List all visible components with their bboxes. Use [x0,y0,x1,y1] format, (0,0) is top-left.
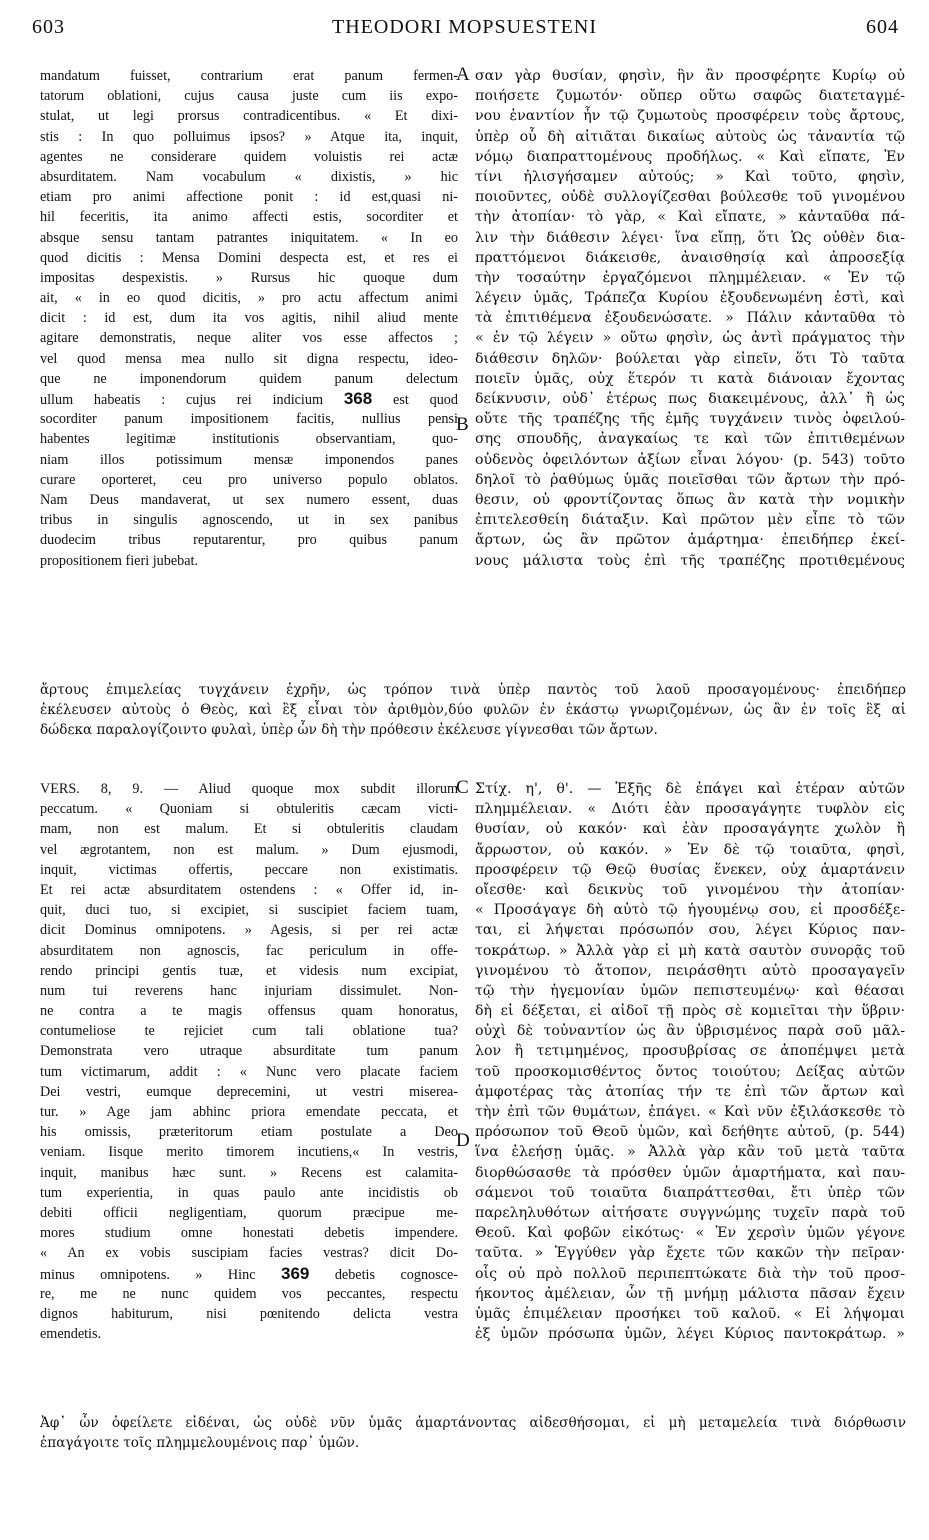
text-line: mores studium omne honestati debetis impendere. [40,1225,458,1242]
text-line: λέγειν ὑμᾶς, Τράπεζα Κυρίου ἐξουδενωμένη ἐστὶ, καὶ [475,290,905,307]
text-line: tum experientia, in quas paulo ante incidistis ob [40,1184,458,1201]
column-number: 369 [280,1263,310,1283]
text-line: θυσίαν, οὐ κακόν· καὶ ἐὰν προσαγάγητε χωλὸν ἢ [475,821,905,838]
text-line: νόμῳ διαπραττομένους προδήλως. « Καὶ εἴπατε, Ἐν [475,148,905,165]
text-line: ὑπὲρ οὗ δὴ αἰτιᾶται δικαίως αὐτοὺς ὡς τἀναντία τῷ [475,128,905,145]
page-number-left: 603 [32,16,65,38]
text-line: τὴν ἐπὶ τῶν θυμάτων, ἐπάγει. « Καὶ νῦν ἐξιλάσκεσθε τὸ [475,1104,905,1120]
text-line: dicit : id est, dum ita vos agitis, nihil aliud mente [40,310,458,327]
greek-column-1 [475,66,905,571]
text-line: λιν τὴν διάθεσιν λέγει· ἵνα εἴπῃ, ὅτι Ὡς οὐθὲν δια- [475,229,905,246]
text-line: Ἀφ᾽ ὧν ὀφείλετε εἰδέναι, ὡς οὐδὲ νῦν ὑμᾶς ἁμαρτάνοντας αἰδεσθήσομαι, εἰ μὴ μεταμελεία τινὰ διόρθωσιν [40,1415,906,1431]
text-line: Et rei actæ absurditatem ostendens : « Offer id, in- [40,881,458,898]
text-line: curare oporteret, ceu pro universo populo oblatos. [40,471,458,488]
text-line: δείκνυσιν, οὐδ᾽ ἑτέρως πως διακειμένους, ἀλλ᾽ ἢ ὡς [475,391,905,407]
text-line: τίνι ἠλισγήσαμεν αὐτούς; » Καὶ τοῦτο, φησὶν, [475,168,905,185]
text-line: « Προσάγαγε δὴ αὐτὸ τῷ ἡγουμένῳ σου, εἰ προσδέξε- [475,902,905,919]
text-line: δηλοῖ τὸ ῥαθύμως ὑμᾶς ποιεῖσθαι τῶν ἄρτων τὴν πρό- [475,471,905,488]
text-line: habentes legitimæ institutionis observantiam, quo- [40,431,458,448]
text-line: οἷς οὐ πρὸ πολλοῦ περιπεπτώκατε διὰ τὴν τοῦ προσ- [475,1265,905,1282]
text-line: ταῦτα. » Ἐγγύθεν γὰρ ἔχετε τῶν κακῶν τὴν πεῖραν· [475,1245,905,1262]
text-line: ποιοῦντες, οὐδὲ συλλογίζεσθαι βούλεσθε τοῦ γινομένου [475,189,905,206]
text-line: οἴεσθε· καὶ δεικνὺς τοῦ γινομένου τὴν ἀτοπίαν· [475,881,905,898]
text-line: Demonstrata vero utraque absurditate tum panum [40,1043,458,1060]
text-line: stis : In quo polluimus ipsos? » Atque ita, inquit, [40,128,458,145]
text-line: absque sensu tantam patrantes iniquitatem. « In eo [40,229,458,246]
text-line: δὴ εἰ δέξεται, εἰ αἰδοῖ τῇ πρὸς σὲ κομιεῖται τὴν ὕβριν· [475,1003,905,1020]
text-line: ullum habeatis : cujus rei indicium 368 est quod [40,389,458,408]
text-line: τοκράτωρ. » Ἀλλὰ γὰρ εἰ μὴ κατὰ σαυτὸν συνορᾷς τοῦ [475,942,905,959]
text-line: παρεληλυθότων αἰτήσατε συγγνώμης τυχεῖν παρὰ τοῦ [475,1204,905,1221]
text-line: ἐξ ὑμῶν πρόσωπα ὑμῶν, λέγει Κύριος παντοκράτωρ. » [475,1326,905,1343]
text-line: « ἐν τῷ λέγειν » οὕτω φησὶν, ὡς ἀντὶ πράγματος τὴν [475,330,905,347]
text-line: ήκοντος ἀμέλειαν, ὧν τῇ μνήμῃ μάλιστα πᾶσαν ἔχειν [475,1285,905,1302]
text-line: que ne imponendorum quidem panum delectum [40,370,458,387]
text-line: ἄρτους ἐπιμελείας τυγχάνειν ἐχρῆν, ὡς τρόπον τινὰ ὑπὲρ παντὸς τοῦ λαοῦ προσαγομένους· ἐπειδήπερ [40,682,906,698]
text-line: ἀμφοτέρας τὰς ἀτοπίας τήν τε ἐπὶ τῶν ἄρτων καὶ [475,1083,905,1100]
text-line: τὰ ἐπιτιθέμενα ἐξουδενώσατε. » Πάλιν κἀνταῦθα τὸ [475,310,905,327]
text-line: νους μάλιστα τοὺς ἐπὶ τῆς τραπέζης προτιθεμένους [475,552,905,569]
text-line: οὐδενὸς ὀφειλόντων ἀξίων εἶναι λόγου· (p. 543) τοῦτο [475,451,905,468]
text-line: δώδεκα παραλογίζοιντο φυλαὶ, ὑπὲρ ὧν δὴ τὴν πρόθεσιν ἐκέλευσε γίγνεσθαι τῶν ἄρτων. [40,722,658,739]
text-line: tur. » Age jam abhinc priora emendate peccata, et [40,1104,458,1120]
text-line: socorditer panum impositionem facitis, nullius pensi [40,411,458,428]
text-line: τῷ τὴν ἡγεμονίαν ὑμῶν πεπιστευμένῳ· καὶ θέασαι [475,982,905,999]
text-line: inquit, victimas offertis, peccare non existimatis. [40,861,458,878]
text-line: ἐκέλευσεν αὐτοὺς ὁ Θεὸς, καὶ ἓξ εἶναι τὸν ἀριθμὸν,δύο φυλῶν ἐν ἑκάστῳ γνωριζομένων, ὡς ἂν ἐν τοῖς ἓξ αἱ [40,702,906,719]
text-line: tatorum oblationi, cujus causa juste cum iis expo- [40,88,458,105]
text-line: niam illos potissimum mensæ imponendos panes [40,451,458,468]
greek-full-width-2 [40,1413,906,1453]
text-line: πλημμέλειαν. « Διότι ἐὰν προσαγάγητε τυφλὸν εἰς [475,801,905,818]
text-line: emendetis. [40,1326,102,1343]
latin-column-2 [40,779,458,1344]
text-line: Στίχ. η', θ'. — Ἑξῆς δὲ ἐπάγει καὶ ἑτέραν αὐτῶν [475,781,905,797]
text-line: διορθώσασθε τὰ πρόσθεν ὑμῶν ἁμαρτήματα, καὶ παυ- [475,1164,905,1181]
text-line: τοῦ προσκομισθέντος ὄντος τοιούτου; Δείξας αὐτῶν [475,1063,905,1080]
text-line: οὔτε τῆς τραπέζης τῆς ἐμῆς τυγχάνειν τινὸς ὀφειλού- [475,411,905,428]
text-line: etiam pro animi affectione ponit : id est,quasi ni- [40,189,458,206]
text-line: quod dicitis : Mensa Domini despecta est, et res ei [40,249,458,266]
text-line: agitare demonstratis, neque aliter vos esse affectos ; [40,330,458,347]
text-line: vel ægrotantem, non est malum. » Dum ejusmodi, [40,841,458,858]
text-line: tribus in singulis agnoscendo, ut in sex panibus [40,512,458,529]
section-marker-b: B [456,414,469,435]
text-line: προσφέρειν τῷ Θεῷ θυσίας ἕνεκεν, οὐχ ἁμαρτάνειν [475,861,905,878]
text-line: ποιεῖν ὑμᾶς, οὐχ ἕτερόν τι κατὰ διάνοιαν ἔχοντας [475,370,905,387]
text-line: ται, εἰ λήψεται πρόσωπόν σου, λέγει Κύριος παν- [475,922,905,939]
text-line: λον ἢ τετιμημένος, προσυβρίσας σε ἀποπέμψει μετὰ [475,1043,905,1060]
text-line: ait, « in eo quod dicitis, » pro actu affectum animi [40,290,458,307]
section-marker-a: A [456,64,470,85]
text-line: « An ex vobis suscipiam facies vestras? dicit Do- [40,1245,458,1262]
text-line: rendo principi gentis tuæ, et videsis num excipiat, [40,962,458,979]
text-line: θεσιν, οὐ φροντίζοντας ὅπως ἂν κατὰ τὴν νομικὴν [475,491,905,508]
section-marker-c: C [456,777,469,798]
text-line: peccatum. « Quoniam si obtuleritis cæcam victi- [40,801,458,818]
greek-column-2 [475,779,905,1344]
text-line: quit, duci tuo, si excipiet, si suscipiet faciem tuam, [40,902,458,919]
text-line: minus omnipotens. » Hinc 369 debetis cognosce- [40,1263,458,1283]
text-line: stulat, ut legi prorsus contradicentibus. « Et dixi- [40,108,458,125]
running-title: THEODORI MOPSUESTENI [332,16,597,38]
text-line: ποιήσετε ζυμωτόν· οὔπερ οὕτω σαφῶς διατεταγμέ- [475,88,905,105]
text-line: vel quod mensa mea nullo sit digna respectu, ideo- [40,350,458,367]
text-line: οὐχὶ δὲ τοὐναντίον ὡς ἂν ὑβρισμένος παρὰ σοῦ μᾶλ- [475,1023,905,1040]
text-line: ἄρρωστον, οὐ κακόν. » Ἐν δὲ τῷ τοιαῦτα, φησὶ, [475,841,905,858]
text-line: agentes ne considerare quidem voluistis rei actæ [40,148,458,165]
text-line: διάθεσιν δηλῶν· βούλεται γὰρ εἰπεῖν, ὅτι Τὸ ταῦτα [475,350,905,367]
page-header [0,16,929,44]
text-line: γινομένου τὸ ἄτοπον, πειράσθητι αὐτὸ προσαγαγεῖν [475,962,905,979]
text-line: contumeliose te rejiciet cum tali oblatione tua? [40,1023,458,1040]
text-line: ἐπιτελεσθείη διάταξιν. Καὶ πρῶτον μὲν εἶπε τὸ τῶν [475,512,905,529]
text-line: σάμενοι τοῦ τοιαῦτα διαπράττεσθαι, ἔτι ὑπὲρ τῶν [475,1184,905,1201]
text-line: dicit Dominus omnipotens. » Agesis, si per rei actæ [40,922,458,939]
text-line: Θεοῦ. Καὶ φοβῶν εἰκότως· « Ἐν χερσὶν ὑμῶν γέγονε [475,1225,905,1242]
page-number-right: 604 [866,16,899,38]
text-line: πραττόμενοι διάκεισθε, ἀναισθησίᾳ καὶ ἀπροσεξίᾳ [475,249,905,266]
text-line: ὑμᾶς ἐπιμέλειαν προσήκει τοῦ καλοῦ. « Εἰ λήψομαι [475,1305,905,1322]
text-line: duodecim tribus reputarentur, pro quibus panum [40,532,458,549]
text-line: νου ἐναντίον ἦν τῷ ζυμωτοὺς προσφέρειν τοὺς ἄρτους, [475,108,905,125]
latin-column-1 [40,66,458,571]
text-line: hil feceritis, ita animo affecti estis, socorditer et [40,209,458,226]
text-line: Nam Deus mandaverat, ut sex numero essent, duas [40,491,458,508]
text-line: re, me ne nunc quidem vos peccantes, respectu [40,1285,458,1302]
text-line: τὴν ἀτοπίαν· τὸ γὰρ, « Καὶ εἴπατε, » κἀνταῦθα πά- [475,209,905,226]
text-line: absurditatem non agnoscis, fac periculum in offe- [40,942,458,959]
text-line: debiti officii negligentiam, quorum præcipue me- [40,1204,458,1221]
text-line: mam, non est malum. Et si obtuleritis claudam [40,821,458,838]
column-number: 368 [343,389,373,408]
text-line: his omissis, præteritorum etiam postulate a Deo [40,1124,458,1141]
text-line: ne contra a te magis offensus quam honoratus, [40,1003,458,1020]
text-line: inquit, manibus hæc sunt. » Recens est calamita- [40,1164,458,1181]
text-line: VERS. 8, 9. — Aliud quoque mox subdit illorum [40,781,458,797]
text-line: τὴν τοσαύτην ἐργαζόμενοι πλημμέλειαν. « Ἐν τῷ [475,269,905,286]
text-line: ἄρτων, ὡς ἂν πρῶτον ἁμάρτημα· ἐπειδήπερ ἐκεί- [475,532,905,549]
text-line: Dei vestri, eumque deprecemini, ut vestri miserea- [40,1083,458,1100]
text-line: num tui reverens hanc injuriam dissimulet. Non- [40,982,458,999]
text-line: ἵνα ἐλεήσῃ ὑμᾶς. » Ἀλλὰ γὰρ κἂν τοῦ μετὰ ταῦτα [475,1144,905,1161]
text-line: dignos habiturum, nisi pœnitendo delicta vestra [40,1305,458,1322]
section-marker-d: D [456,1130,470,1151]
text-line: mandatum fuisset, contrarium erat panum fermen- [40,68,458,84]
text-line: veniam. Iisque merito timorem incutiens,« In vestris, [40,1144,458,1161]
text-line: σης σπουδῆς, ἀναγκαίως τε καὶ τῶν ἐπιτιθεμένων [475,431,905,448]
text-line: σαν γὰρ θυσίαν, φησὶν, ἣν ἂν προσφέρητε Κυρίῳ οὐ [475,68,905,84]
greek-full-width-1 [40,680,906,741]
text-line: propositionem fieri jubebat. [40,552,198,569]
text-line: tum victimarum, addit : « Nunc vero placate faciem [40,1063,458,1080]
text-line: ἐπαγάγοιτε τοῖς πλημμελουμένοις παρ᾽ ὑμῶν. [40,1435,360,1452]
text-line: absurditatem. Nam vocabulum « dixistis, » hic [40,168,458,185]
text-line: πρόσωπον τοῦ Θεοῦ ὑμῶν, καὶ δεήθητε αὐτοῦ, (p. 544) [475,1124,905,1141]
text-line: impositas despexistis. » Rursus hic quoque dum [40,269,458,286]
